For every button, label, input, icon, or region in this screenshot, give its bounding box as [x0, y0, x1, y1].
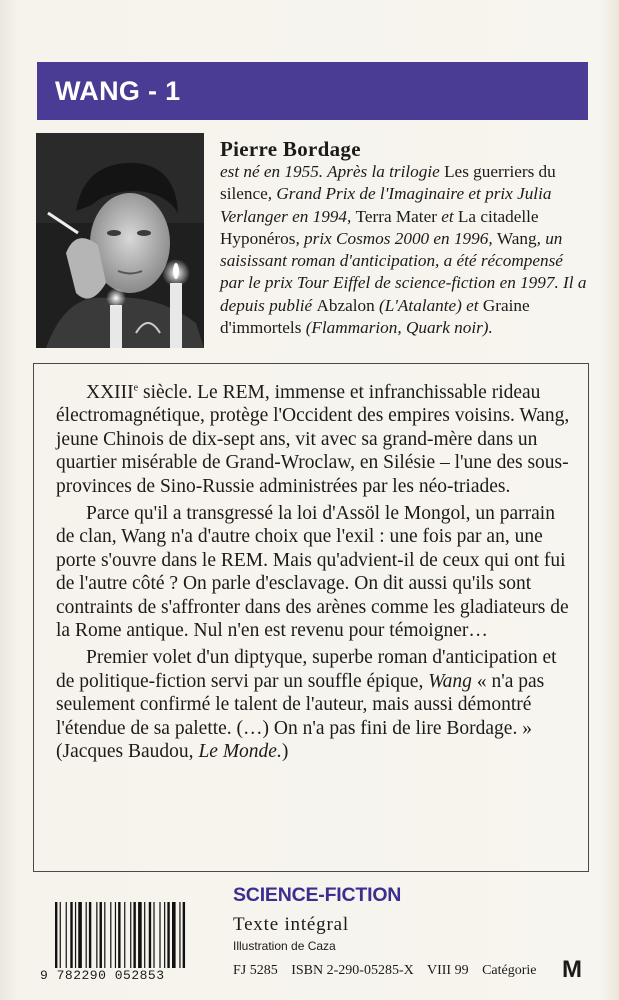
bio-title-segment: Wang: [496, 228, 537, 248]
bio-italic-segment: (L'Atalante) et: [374, 295, 483, 315]
barcode-bar: [110, 902, 111, 968]
barcode-bar: [153, 902, 154, 968]
summary-paragraph-2: Parce qu'il a transgressé la loi d'Assöl le Mongol, un parrain de clan, Wang n'a d'autre choix que l'exil : une fois par an, une porte s'ouvre dans le REM. Mais qu'advient-il de ceux qui ont fui de l'autre côté ? On parle d'esclavage. On dit aussi qu'ils sont contraints de s'affronter dans des arènes comme les gladiateurs de la Rome antique. Nul n'en est revenu pour témoigner…: [56, 503, 569, 642]
barcode-bar: [66, 902, 67, 968]
barcode-bar: [60, 902, 61, 968]
barcode-image: [53, 902, 213, 971]
barcode-bar: [118, 902, 120, 968]
barcode-bar: [100, 902, 102, 968]
barcode-bar: [133, 902, 135, 968]
category-label: Catégorie: [482, 963, 537, 978]
barcode-bar: [115, 902, 116, 968]
barcode-bar: [167, 902, 169, 968]
barcode-bar: [104, 902, 105, 968]
review-source: Le Monde.: [198, 741, 282, 763]
full-text-label: Texte intégral: [233, 914, 349, 935]
barcode-bar: [179, 902, 180, 968]
bio-italic-segment: et: [436, 206, 458, 226]
print-date: VIII 99: [426, 963, 469, 978]
review-book-title: Wang: [428, 670, 472, 692]
bio-title-segment: La citadelle Hyponéros: [220, 206, 539, 248]
review-quote-text: « n'a pas seulement confirmé le talent de l'auteur, mais aussi démontré l'étendue de sa palette. (…) On n'a pas fini de lire Bordage. » (Jacques Baudou,: [56, 670, 545, 763]
barcode-bar: [89, 902, 91, 968]
bio-italic-segment: , Grand Prix de l'Imaginaire et prix Julia Verlanger en 1994,: [220, 184, 552, 226]
barcode-number: 9 782290 052853: [40, 968, 165, 983]
author-photo: [36, 133, 204, 348]
barcode-bar: [144, 902, 145, 968]
century-numeral: XXIII: [86, 382, 134, 403]
bio-italic-segment: est né en 1955. Après la trilogie: [220, 162, 445, 181]
bio-title-segment: Terra Mater: [355, 206, 437, 226]
isbn-code: ISBN 2-290-05285-X: [291, 963, 414, 978]
barcode-bar: [55, 902, 57, 968]
barcode-bar: [70, 902, 72, 968]
barcode-bar: [130, 902, 131, 968]
bio-title-segment: Les guerriers du silence: [220, 162, 556, 204]
barcode-bar: [149, 902, 151, 968]
review-lead-text: Premier volet d'un diptyque, superbe roman d'anticipation et de politique-fiction servi par un souffle épique,: [56, 647, 557, 692]
author-bio: [220, 161, 590, 339]
barcode-bar: [172, 902, 176, 968]
century-superscript: e: [133, 382, 139, 394]
publication-codes: [233, 956, 613, 983]
series-title-bar: [37, 62, 588, 120]
illustration-credit: Illustration de Caza: [233, 939, 336, 953]
fj-code: FJ 5285: [233, 963, 278, 978]
summary-paragraph-3: [56, 646, 578, 763]
barcode-bar: [86, 902, 87, 968]
author-block: [220, 137, 590, 339]
barcode-bar: [183, 902, 185, 968]
barcode-bar: [164, 902, 165, 968]
summary-paragraph-1-text: siècle. Le REM, immense et infranchissable rideau électromagnétique, protège l'Occident des empires voisins. Wang, jeune Chinois de dix-sept ans, vit avec sa grand-mère dans un quartier misérable de Grand-Wroclaw, en Silésie – l'une des sous-provinces de Sino-Russie administrées par les néo-triades.: [56, 382, 570, 497]
bio-italic-segment: , prix Cosmos 2000 en 1996,: [295, 228, 497, 248]
category-letter: M: [562, 956, 582, 983]
barcode-bar: [75, 902, 76, 968]
summary-text: [56, 381, 578, 768]
author-portrait-image: [36, 133, 204, 348]
summary-paragraph-1: [56, 381, 578, 498]
isbn-barcode: [53, 902, 213, 971]
review-closing: ): [281, 741, 289, 763]
barcode-bar: [138, 902, 142, 968]
barcode-bar: [159, 902, 160, 968]
author-name: Pierre Bordage: [220, 137, 361, 161]
series-title: WANG - 1: [55, 76, 181, 106]
barcode-bar: [78, 902, 82, 968]
bio-title-segment: Graine d'immortels: [220, 295, 530, 338]
barcode-bar: [124, 902, 125, 968]
genre-label: SCIENCE-FICTION: [233, 884, 402, 906]
bio-italic-segment: , un saisissant roman d'anticipation, a été récompensé par le prix Tour Eiffel de science-fiction en 1997. Il a depuis publié: [220, 228, 587, 315]
bio-italic-segment: (Flammarion, Quark noir).: [301, 318, 493, 338]
barcode-bar: [96, 902, 97, 968]
bio-title-segment: Abzalon: [316, 295, 375, 315]
